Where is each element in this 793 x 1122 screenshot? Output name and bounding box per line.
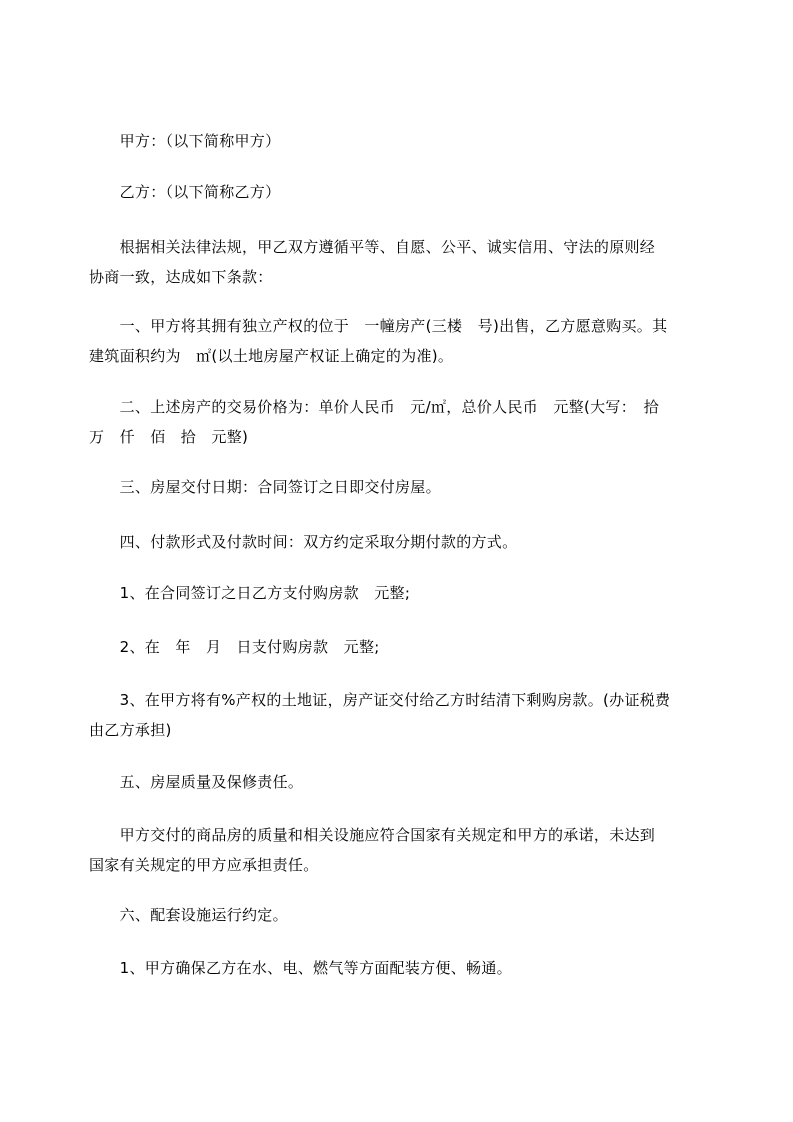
clause-6-1-line (89, 953, 707, 983)
text-line: 协商一致，达成如下条款： (89, 268, 273, 286)
text-line: 一、甲方将其拥有独立产权的位于 一幢房产(三楼 号)出售，乙方愿意购买。其 (89, 317, 668, 335)
text-line: 二、上述房产的交易价格为：单价人民币 元/㎡，总价人民币 元整(大写： 拾 (89, 398, 660, 416)
text-line: 三、房屋交付日期：合同签订之日即交付房屋。 (89, 478, 441, 496)
text-line: 国家有关规定的甲方应承担责任。 (89, 856, 319, 874)
preamble-paragraph (89, 232, 707, 292)
clause-5-heading (89, 767, 707, 797)
clause-2-paragraph (89, 392, 707, 452)
party-a-line (89, 126, 707, 156)
clause-4-3-paragraph (89, 685, 707, 745)
text-line: 由乙方承担) (89, 721, 172, 739)
text-line: 建筑面积约为 ㎡(以土地房屋产权证上确定的为准)。 (89, 347, 454, 365)
clause-5-body-paragraph (89, 820, 707, 880)
text-line: 2、在 年 月 日支付购房款 元整; (89, 638, 380, 656)
text-line: 根据相关法律法规，甲乙双方遵循平等、自愿、公平、诚实信用、守法的原则经 (89, 238, 656, 256)
clause-4-1-line (89, 578, 707, 608)
clause-3-line (89, 472, 707, 502)
text-line: 甲方：（以下简称甲方） (89, 132, 281, 150)
text-line: 万 仟 佰 拾 元整) (89, 428, 249, 446)
clause-4-2-line (89, 632, 707, 662)
text-line: 1、甲方确保乙方在水、电、燃气等方面配装方便、畅通。 (89, 959, 512, 977)
text-line: 3、在甲方将有%产权的土地证，房产证交付给乙方时结清下剩购房款。(办证税费 (89, 691, 671, 709)
text-line: 四、付款形式及付款时间：双方约定采取分期付款的方式。 (89, 533, 518, 551)
text-line: 乙方：（以下简称乙方） (89, 183, 281, 201)
text-line: 1、在合同签订之日乙方支付购房款 元整; (89, 584, 411, 602)
text-line: 五、房屋质量及保修责任。 (89, 773, 304, 791)
party-b-line (89, 177, 707, 207)
text-line: 甲方交付的商品房的质量和相关设施应符合国家有关规定和甲方的承诺，未达到 (89, 826, 656, 844)
text-line: 六、配套设施运行约定。 (89, 906, 288, 924)
clause-4-heading (89, 527, 707, 557)
clause-6-heading (89, 900, 707, 930)
clause-1-paragraph (89, 311, 707, 371)
